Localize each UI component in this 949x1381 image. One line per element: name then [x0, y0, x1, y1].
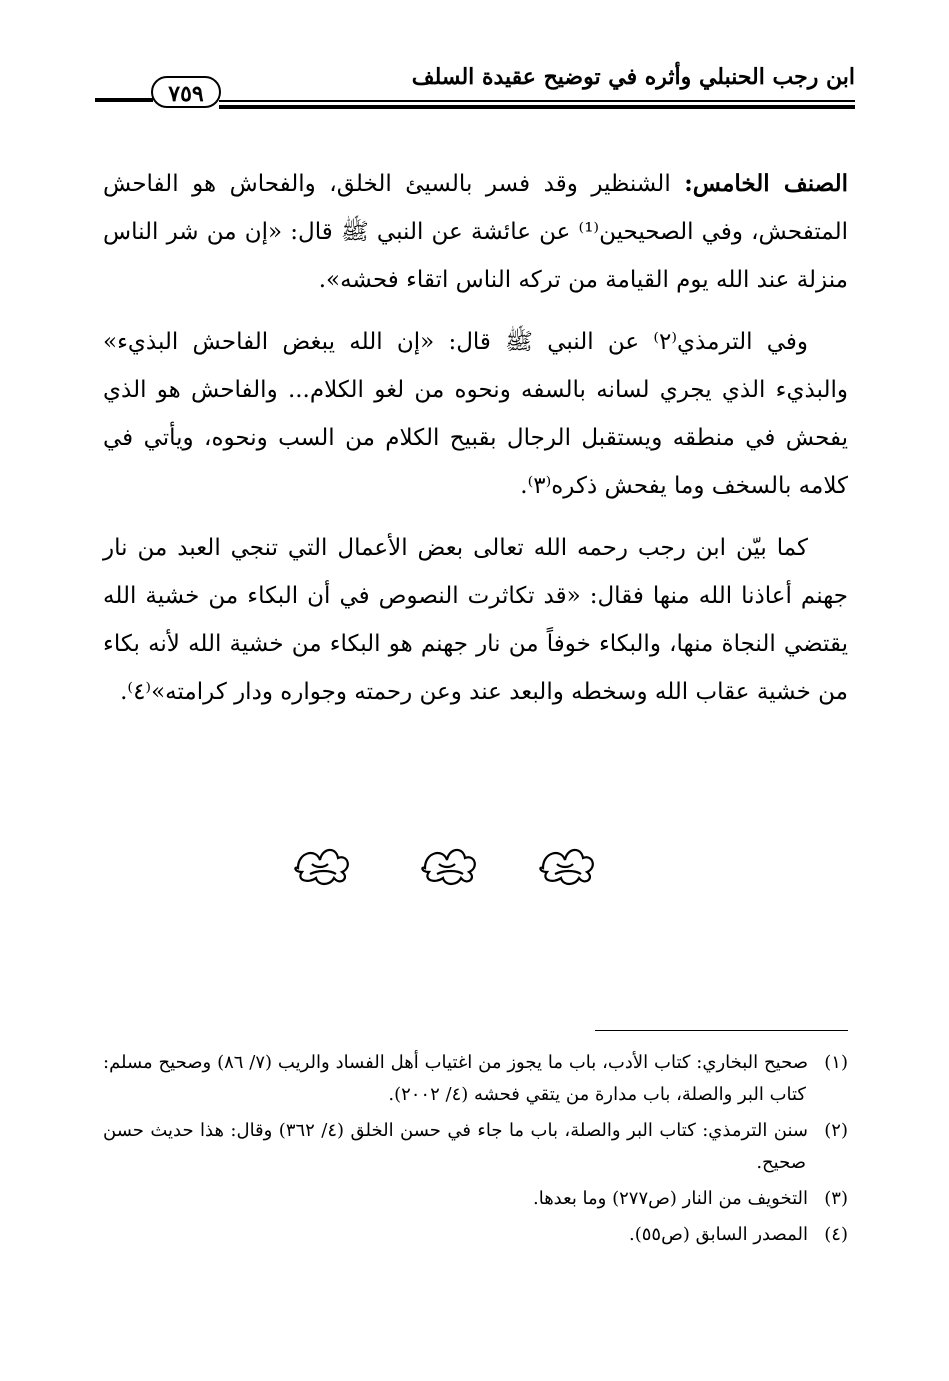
footnote-1	[103, 1047, 848, 1111]
page-header	[95, 62, 855, 122]
paragraph-1-lead: الصنف الخامس:	[684, 170, 848, 197]
footnote-number: (٣)	[824, 1188, 848, 1209]
header-rule-thin	[219, 100, 855, 102]
footnote-text: صحيح البخاري: كتاب الأدب، باب ما يجوز من اغتياب أهل الفساد والريب (٧/ ٨٦) وصحيح مسلم: كتاب البر والصلة، باب مدارة من يتقي فحشه (٤/ ٢٠٠٢).	[103, 1052, 808, 1105]
footnote-number: (٤)	[824, 1224, 848, 1245]
paragraph-1-text: الشنظير وقد فسر بالسيئ الخلق، والفحاش هو الفاحش المتفحش، وفي الصحيحين⁽¹⁾ عن عائشة عن النبي ﷺ قال: «إن من شر الناس منزلة عند الله يوم القيامة من تركه الناس اتقاء فحشه».	[103, 171, 848, 293]
footnote-number: (٢)	[824, 1120, 848, 1141]
paragraph-3	[103, 524, 848, 716]
section-ornaments	[290, 838, 610, 898]
footnote-separator	[595, 1030, 848, 1031]
footnote-text: المصدر السابق (ص٥٥).	[628, 1224, 808, 1245]
footnote-3	[103, 1183, 848, 1215]
footnote-number: (١)	[824, 1052, 848, 1073]
running-title: ابن رجب الحنبلي وأثره في توضيح عقيدة السلف	[411, 64, 855, 90]
header-rule-left	[95, 98, 153, 102]
page-number: ٧٥٩	[151, 76, 221, 108]
paragraph-1	[103, 160, 848, 304]
paragraph-2-text: وفي الترمذي⁽٢⁾ عن النبي ﷺ قال: «إن الله يبغض الفاحش البذيء» والبذيء الذي يجري لسانه بالسفه ونحوه من لغو الكلام... والفاحش هو الذي يفحش في منطقه ويستقبل الرجال بقبيح الكلام من السب ونحوه، ويأتي في كلامه بالسخف وما يفحش ذكره⁽٣⁾.	[103, 329, 848, 499]
footnote-4	[103, 1219, 848, 1251]
footnote-text: سنن الترمذي: كتاب البر والصلة، باب ما جاء في حسن الخلق (٤/ ٣٦٢) وقال: هذا حديث حسن صحيح.	[103, 1120, 808, 1173]
footnote-2	[103, 1115, 848, 1179]
main-text	[103, 160, 848, 730]
floral-ornament-icon	[417, 838, 483, 888]
paragraph-2	[103, 318, 848, 510]
header-rule-thick	[219, 105, 855, 109]
footnotes	[103, 1047, 848, 1255]
paragraph-3-text: كما بيّن ابن رجب رحمه الله تعالى بعض الأعمال التي تنجي العبد من نار جهنم أعاذنا الله منها فقال: «قد تكاثرت النصوص في أن البكاء من خشية الله يقتضي النجاة منها، والبكاء خوفاً من نار جهنم هو البكاء من خشية الله لأنه بكاء من خشية عقاب الله وسخطه والبعد عند وعن رحمته وجواره ودار كرامته»⁽٤⁾.	[103, 535, 848, 705]
floral-ornament-icon	[290, 838, 356, 888]
floral-ornament-icon	[535, 838, 601, 888]
footnote-text: التخويف من النار (ص٢٧٧) وما بعدها.	[532, 1188, 808, 1209]
